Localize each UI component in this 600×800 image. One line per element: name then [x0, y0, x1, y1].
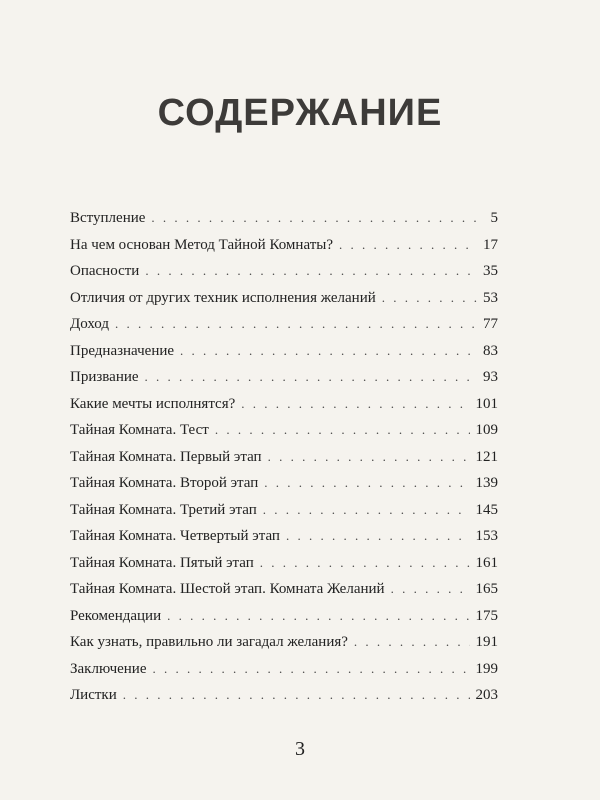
toc-entry-title: Тайная Комната. Второй этап: [70, 475, 259, 491]
toc-entry: [70, 364, 498, 391]
toc-dot-leader: [153, 656, 470, 683]
toc-entry-page: 203: [475, 687, 498, 703]
toc-entry-title: Как узнать, правильно ли загадал желания?: [70, 634, 348, 650]
toc-entry-page: 165: [475, 581, 498, 597]
toc-entry: [70, 523, 498, 550]
table-of-contents: [70, 205, 498, 709]
toc-entry-page: 199: [475, 660, 498, 677]
toc-entry-page: 35: [483, 263, 498, 279]
page-title: СОДЕРЖАНИЕ: [157, 92, 443, 134]
toc-entry-title: Тайная Комната. Пятый этап: [70, 554, 254, 571]
page-number: 3: [295, 738, 305, 760]
toc-dot-leader: [268, 444, 470, 471]
toc-dot-leader: [286, 523, 470, 550]
toc-dot-leader: [180, 338, 477, 365]
toc-entry-title: Тайная Комната. Шестой этап. Комната Желаний: [70, 581, 385, 597]
toc-dot-leader: [215, 417, 470, 444]
toc-entry-page: 17: [483, 236, 498, 253]
toc-entry-title: Тайная Комната. Тест: [70, 422, 209, 438]
toc-entry: [70, 656, 498, 683]
toc-entry-title: Тайная Комната. Третий этап: [70, 501, 257, 518]
toc-entry: [70, 603, 498, 630]
toc-entry-title: Опасности: [70, 263, 140, 279]
toc-entry-page: 153: [475, 528, 498, 544]
toc-dot-leader: [123, 682, 470, 709]
toc-entry: [70, 550, 498, 577]
toc-entry-page: 191: [475, 634, 498, 650]
toc-entry-title: На чем основан Метод Тайной Комнаты?: [70, 236, 333, 253]
toc-entry-title: Вступление: [70, 210, 146, 226]
toc-entry-title: Отличия от других техник исполнения желаний: [70, 289, 376, 306]
toc-dot-leader: [145, 258, 477, 285]
toc-entry-page: 93: [483, 369, 498, 385]
toc-entry: [70, 258, 498, 285]
toc-entry: [70, 205, 498, 232]
toc-entry-title: Листки: [70, 687, 117, 703]
toc-entry-title: Призвание: [70, 369, 139, 385]
toc-entry-title: Предназначение: [70, 342, 175, 359]
toc-entry-page: 83: [483, 342, 498, 359]
toc-entry: [70, 497, 498, 524]
toc-entry-title: Тайная Комната. Первый этап: [70, 448, 262, 465]
toc-entry: [70, 232, 498, 259]
toc-dot-leader: [354, 629, 470, 656]
toc-entry: [70, 470, 498, 497]
toc-dot-leader: [264, 470, 469, 497]
toc-entry-title: Заключение: [70, 660, 147, 677]
toc-entry-page: 77: [483, 316, 498, 332]
toc-entry-page: 175: [475, 607, 498, 624]
toc-entry-page: 139: [475, 475, 498, 491]
toc-entry-page: 109: [475, 422, 498, 438]
toc-entry-page: 101: [475, 395, 498, 412]
toc-entry: [70, 629, 498, 656]
toc-entry: [70, 391, 498, 418]
toc-dot-leader: [382, 285, 477, 312]
toc-entry: [70, 682, 498, 709]
toc-dot-leader: [241, 391, 469, 418]
toc-dot-leader: [151, 205, 478, 232]
toc-dot-leader: [260, 550, 470, 577]
toc-dot-leader: [145, 364, 477, 391]
toc-entry-title: Какие мечты исполнятся?: [70, 395, 236, 412]
toc-entry: [70, 311, 498, 338]
toc-entry-page: 5: [490, 210, 498, 226]
toc-dot-leader: [115, 311, 477, 338]
toc-entry: [70, 576, 498, 603]
toc-entry-page: 161: [475, 554, 498, 571]
toc-entry: [70, 417, 498, 444]
toc-entry: [70, 444, 498, 471]
toc-entry-title: Тайная Комната. Четвертый этап: [70, 528, 280, 544]
toc-dot-leader: [391, 576, 470, 603]
toc-entry: [70, 338, 498, 365]
toc-entry-page: 121: [475, 448, 498, 465]
toc-entry-page: 53: [483, 289, 498, 306]
toc-entry: [70, 285, 498, 312]
toc-dot-leader: [339, 232, 477, 259]
toc-entry-title: Рекомендации: [70, 607, 162, 624]
toc-dot-leader: [263, 497, 470, 524]
toc-entry-title: Доход: [70, 316, 109, 332]
toc-dot-leader: [167, 603, 469, 630]
toc-entry-page: 145: [475, 501, 498, 518]
